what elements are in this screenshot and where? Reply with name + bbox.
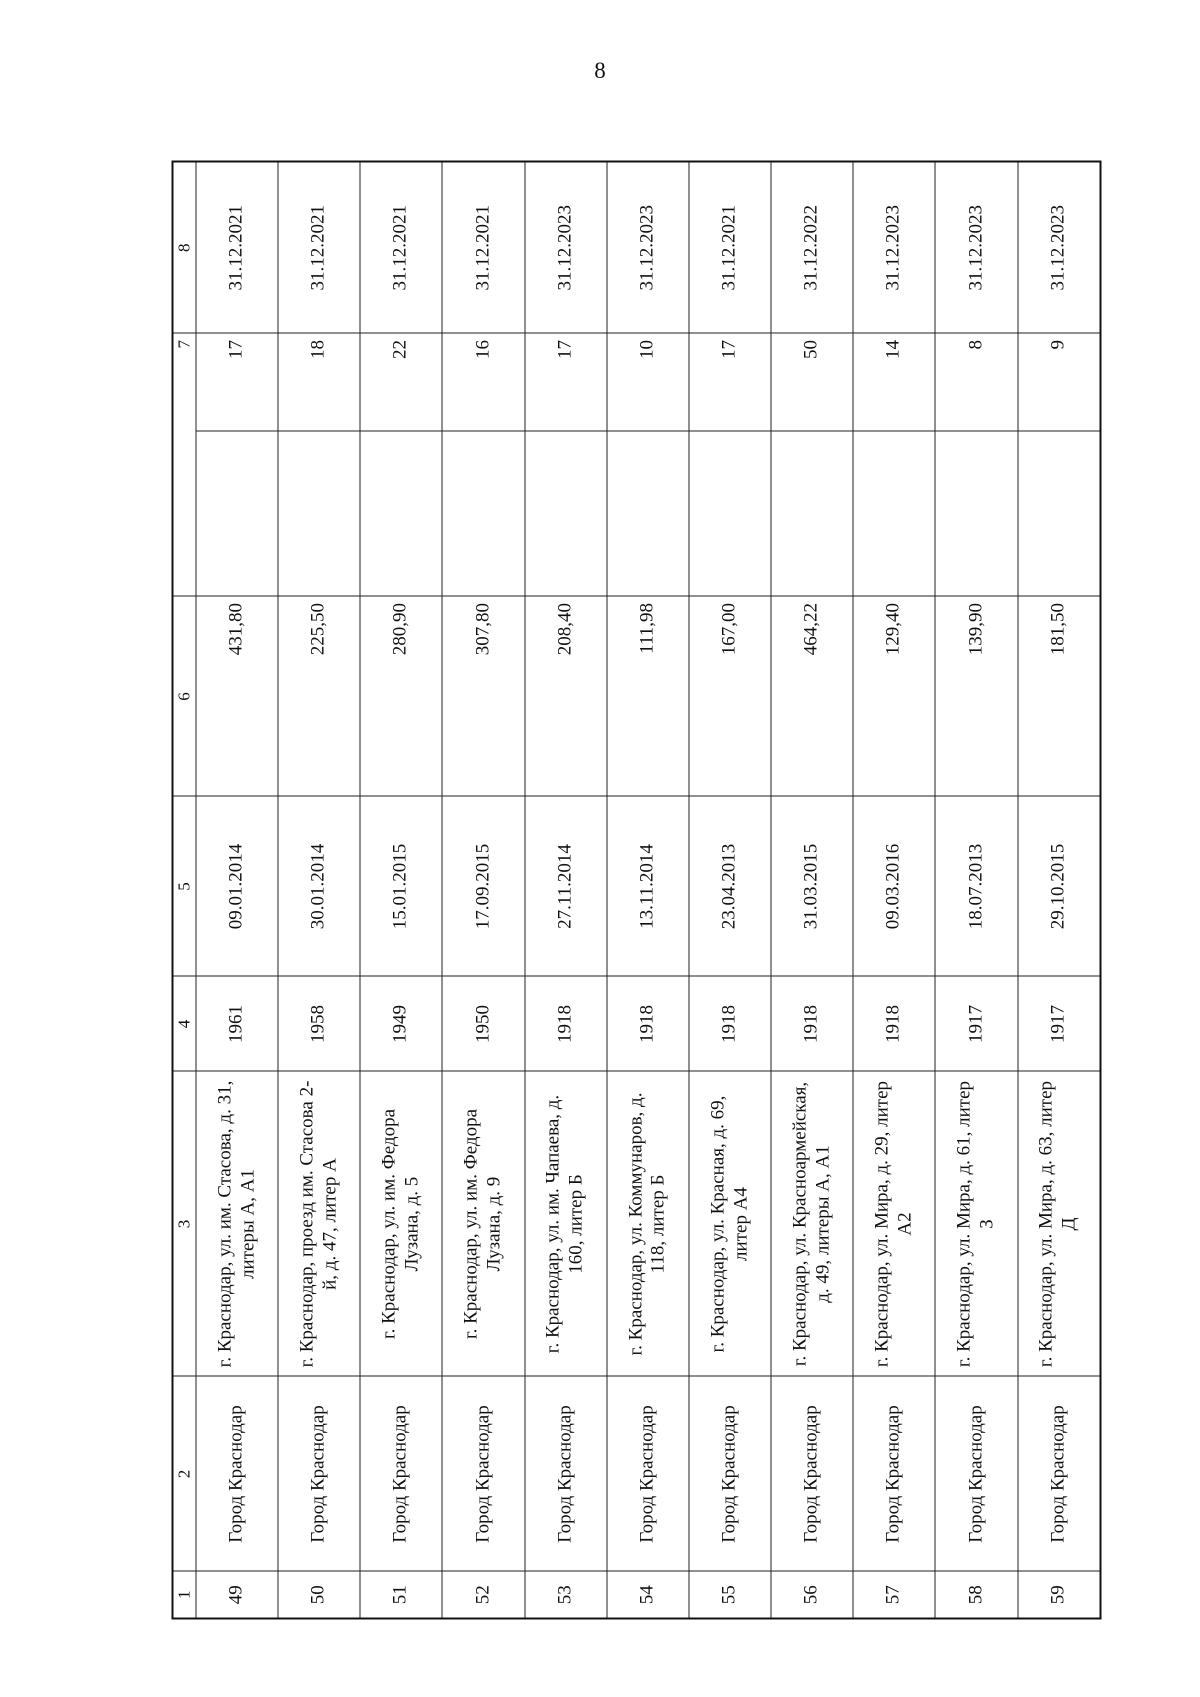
planned-date-cell: 31.12.2021 bbox=[360, 162, 442, 334]
page-number: 8 bbox=[594, 58, 606, 83]
recognition-date-cell: 31.03.2015 bbox=[771, 797, 853, 977]
area-cell: 280,90 bbox=[360, 597, 442, 797]
residents-count-cell: 8 bbox=[935, 334, 1017, 432]
row-number: 50 bbox=[278, 1572, 360, 1619]
area-cell: 307,80 bbox=[442, 597, 524, 797]
municipality-cell: Город Краснодар bbox=[442, 1377, 524, 1572]
address-cell: г. Краснодар, ул. им. Федора Лузана, д. 9 bbox=[442, 1072, 524, 1377]
recognition-date-cell: 18.07.2013 bbox=[935, 797, 1017, 977]
municipality-cell: Город Краснодар bbox=[935, 1377, 1017, 1572]
empty-cell bbox=[525, 432, 607, 597]
recognition-date-cell: 29.10.2015 bbox=[1018, 797, 1101, 977]
planned-date-cell: 31.12.2021 bbox=[278, 162, 360, 334]
recognition-date-cell: 17.09.2015 bbox=[442, 797, 524, 977]
area-cell: 181,50 bbox=[1018, 597, 1101, 797]
recognition-date-cell: 13.11.2014 bbox=[607, 797, 689, 977]
col-number-8: 8 bbox=[173, 162, 197, 334]
address-cell: г. Краснодар, проезд им. Стасова 2-й, д. 47, литер А bbox=[278, 1072, 360, 1377]
address-cell: г. Краснодар, ул. им. Стасова, д. 31, литеры А, А1 bbox=[196, 1072, 278, 1377]
area-cell: 464,22 bbox=[771, 597, 853, 797]
planned-date-cell: 31.12.2022 bbox=[771, 162, 853, 334]
rotated-table-wrapper bbox=[172, 163, 1102, 1620]
area-cell: 129,40 bbox=[853, 597, 935, 797]
residents-count-cell: 17 bbox=[196, 334, 278, 432]
table-row bbox=[360, 162, 442, 1619]
empty-cell bbox=[689, 432, 771, 597]
area-cell: 225,50 bbox=[278, 597, 360, 797]
residents-count-cell: 14 bbox=[853, 334, 935, 432]
municipality-cell: Город Краснодар bbox=[360, 1377, 442, 1572]
residents-count-cell: 18 bbox=[278, 334, 360, 432]
build-year-cell: 1918 bbox=[525, 977, 607, 1072]
area-cell: 167,00 bbox=[689, 597, 771, 797]
residents-count-cell: 16 bbox=[442, 334, 524, 432]
address-cell: г. Краснодар, ул. Мира, д. 61, литер З bbox=[935, 1072, 1017, 1377]
address-cell: г. Краснодар, ул. Мира, д. 29, литер А2 bbox=[853, 1072, 935, 1377]
empty-cell bbox=[607, 432, 689, 597]
area-cell: 139,90 bbox=[935, 597, 1017, 797]
row-number: 56 bbox=[771, 1572, 853, 1619]
table-row bbox=[853, 162, 935, 1619]
residents-count-cell: 10 bbox=[607, 334, 689, 432]
row-number: 53 bbox=[525, 1572, 607, 1619]
municipality-cell: Город Краснодар bbox=[771, 1377, 853, 1572]
row-number: 59 bbox=[1018, 1572, 1101, 1619]
table-row bbox=[442, 162, 524, 1619]
table-row bbox=[196, 162, 278, 1619]
row-number: 54 bbox=[607, 1572, 689, 1619]
planned-date-cell: 31.12.2023 bbox=[853, 162, 935, 334]
table-row bbox=[771, 162, 853, 1619]
planned-date-cell: 31.12.2023 bbox=[607, 162, 689, 334]
empty-cell bbox=[442, 432, 524, 597]
recognition-date-cell: 15.01.2015 bbox=[360, 797, 442, 977]
build-year-cell: 1918 bbox=[771, 977, 853, 1072]
empty-cell bbox=[360, 432, 442, 597]
row-number: 51 bbox=[360, 1572, 442, 1619]
build-year-cell: 1949 bbox=[360, 977, 442, 1072]
row-number: 58 bbox=[935, 1572, 1017, 1619]
empty-cell bbox=[196, 432, 278, 597]
empty-cell bbox=[1018, 432, 1101, 597]
municipality-cell: Город Краснодар bbox=[196, 1377, 278, 1572]
build-year-cell: 1958 bbox=[278, 977, 360, 1072]
municipality-cell: Город Краснодар bbox=[278, 1377, 360, 1572]
planned-date-cell: 31.12.2023 bbox=[525, 162, 607, 334]
planned-date-cell: 31.12.2021 bbox=[196, 162, 278, 334]
build-year-cell: 1917 bbox=[935, 977, 1017, 1072]
row-number: 57 bbox=[853, 1572, 935, 1619]
recognition-date-cell: 27.11.2014 bbox=[525, 797, 607, 977]
municipality-cell: Город Краснодар bbox=[1018, 1377, 1101, 1572]
recognition-date-cell: 09.03.2016 bbox=[853, 797, 935, 977]
row-number: 49 bbox=[196, 1572, 278, 1619]
build-year-cell: 1917 bbox=[1018, 977, 1101, 1072]
area-cell: 111,98 bbox=[607, 597, 689, 797]
column-number-row bbox=[173, 162, 197, 1619]
area-cell: 208,40 bbox=[525, 597, 607, 797]
municipality-cell: Город Краснодар bbox=[525, 1377, 607, 1572]
empty-cell bbox=[771, 432, 853, 597]
address-cell: г. Краснодар, ул. Мира, д. 63, литер Д bbox=[1018, 1072, 1101, 1377]
housing-registry-table bbox=[172, 161, 1102, 1620]
table-row bbox=[689, 162, 771, 1619]
address-cell: г. Краснодар, ул. Красноармейская, д. 49, литеры А, А1 bbox=[771, 1072, 853, 1377]
build-year-cell: 1918 bbox=[689, 977, 771, 1072]
table-row bbox=[935, 162, 1017, 1619]
table-row bbox=[278, 162, 360, 1619]
row-number: 55 bbox=[689, 1572, 771, 1619]
build-year-cell: 1950 bbox=[442, 977, 524, 1072]
address-cell: г. Краснодар, ул. Красная, д. 69, литер А4 bbox=[689, 1072, 771, 1377]
table-row bbox=[1018, 162, 1101, 1619]
col-number-4: 4 bbox=[173, 977, 197, 1072]
address-cell: г. Краснодар, ул. Коммунаров, д. 118, литер Б bbox=[607, 1072, 689, 1377]
recognition-date-cell: 23.04.2013 bbox=[689, 797, 771, 977]
col-number-2: 2 bbox=[173, 1377, 197, 1572]
address-cell: г. Краснодар, ул. им. Чапаева, д. 160, литер Б bbox=[525, 1072, 607, 1377]
planned-date-cell: 31.12.2021 bbox=[442, 162, 524, 334]
recognition-date-cell: 09.01.2014 bbox=[196, 797, 278, 977]
municipality-cell: Город Краснодар bbox=[853, 1377, 935, 1572]
residents-count-cell: 17 bbox=[689, 334, 771, 432]
col-number-7: 7 bbox=[173, 334, 197, 597]
build-year-cell: 1918 bbox=[607, 977, 689, 1072]
table-row bbox=[607, 162, 689, 1619]
col-number-5: 5 bbox=[173, 797, 197, 977]
empty-cell bbox=[853, 432, 935, 597]
municipality-cell: Город Краснодар bbox=[689, 1377, 771, 1572]
recognition-date-cell: 30.01.2014 bbox=[278, 797, 360, 977]
col-number-1: 1 bbox=[173, 1572, 197, 1619]
empty-cell bbox=[278, 432, 360, 597]
residents-count-cell: 50 bbox=[771, 334, 853, 432]
planned-date-cell: 31.12.2023 bbox=[1018, 162, 1101, 334]
area-cell: 431,80 bbox=[196, 597, 278, 797]
planned-date-cell: 31.12.2023 bbox=[935, 162, 1017, 334]
build-year-cell: 1918 bbox=[853, 977, 935, 1072]
table-row bbox=[525, 162, 607, 1619]
row-number: 52 bbox=[442, 1572, 524, 1619]
col-number-3: 3 bbox=[173, 1072, 197, 1377]
planned-date-cell: 31.12.2021 bbox=[689, 162, 771, 334]
col-number-6: 6 bbox=[173, 597, 197, 797]
residents-count-cell: 9 bbox=[1018, 334, 1101, 432]
address-cell: г. Краснодар, ул. им. Федора Лузана, д. 5 bbox=[360, 1072, 442, 1377]
build-year-cell: 1961 bbox=[196, 977, 278, 1072]
empty-cell bbox=[935, 432, 1017, 597]
municipality-cell: Город Краснодар bbox=[607, 1377, 689, 1572]
residents-count-cell: 22 bbox=[360, 334, 442, 432]
residents-count-cell: 17 bbox=[525, 334, 607, 432]
